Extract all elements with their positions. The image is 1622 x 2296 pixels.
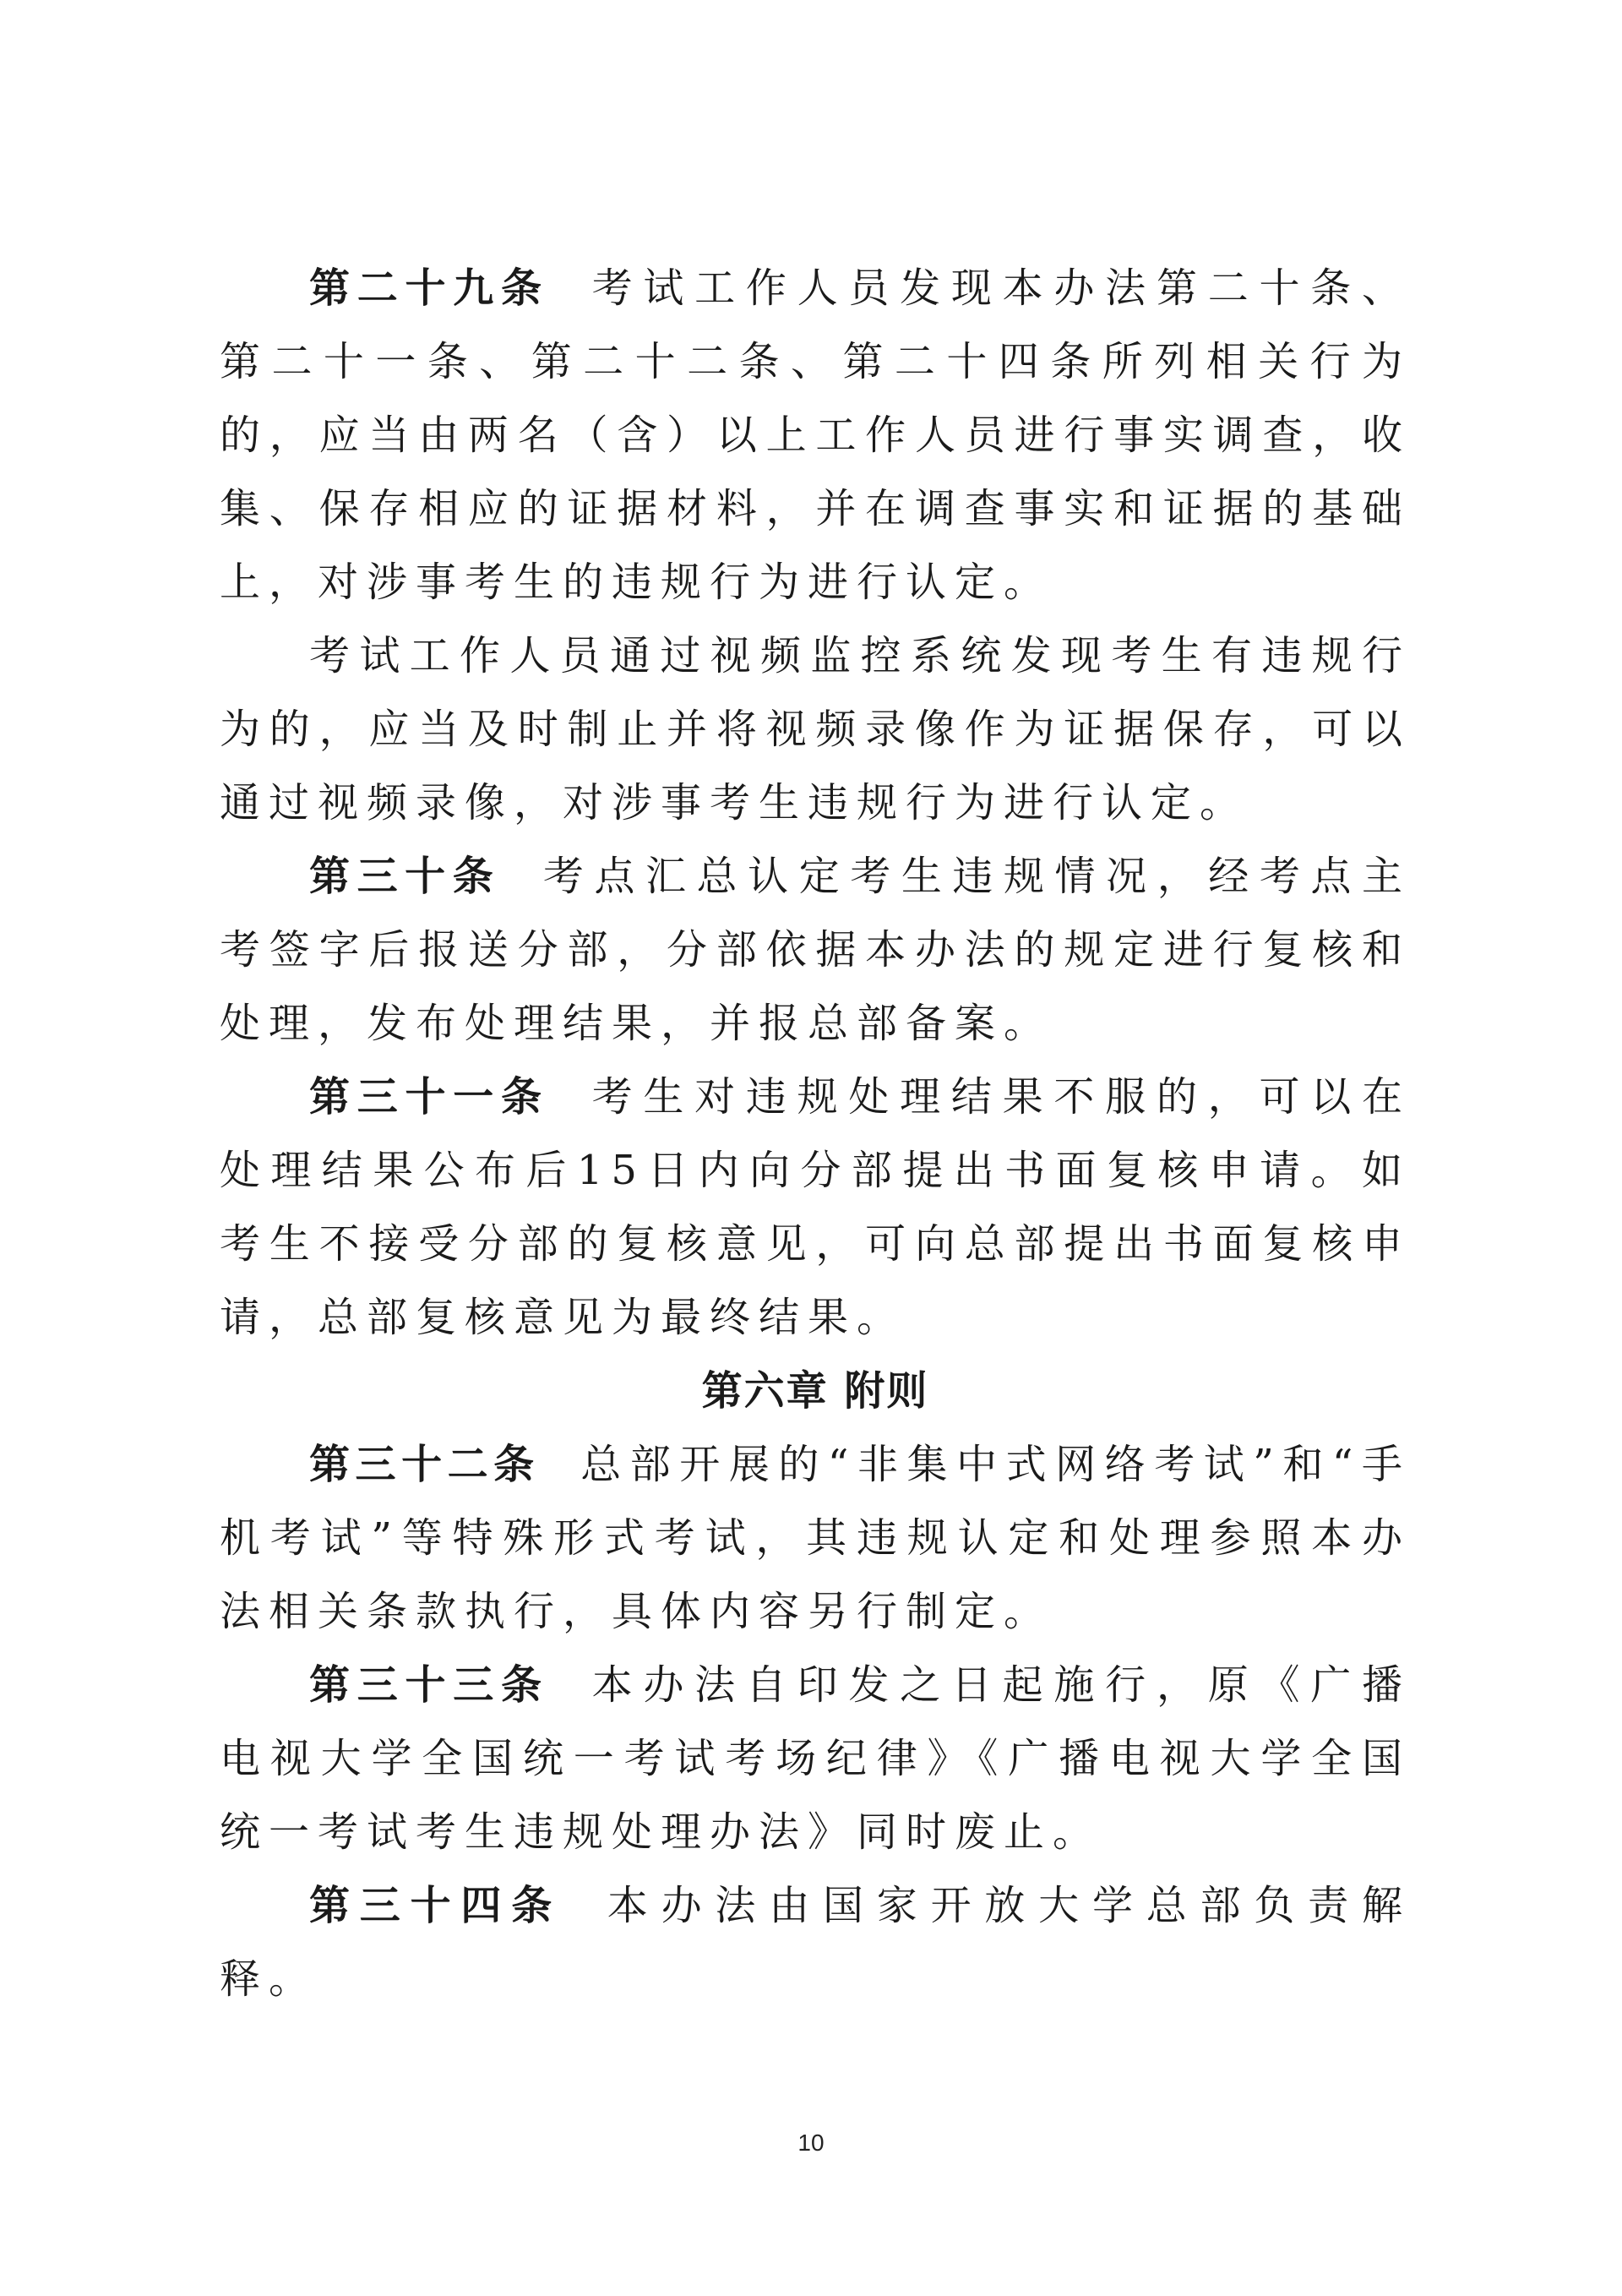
article-title: 第三十三条 — [309, 1661, 549, 1709]
page-number: 10 — [797, 2130, 825, 2156]
article-text: 考生对违规处理结果不服的，可以在处理结果公布后15日内向分部提出书面复核申请。如考生不接受分部的复核意见，可向总部提出书面复核申请，总部复核意见为最终结果。 — [220, 1073, 1411, 1341]
article-text: 考试工作人员发现本办法第二十条、第二十一条、第二十二条、第二十四条所列相关行为的，应当由两名（含）以上工作人员进行事实调查，收集、保存相应的证据材料，并在调查事实和证据的基础上，对涉事考生的违规行为进行认定。 — [220, 265, 1411, 606]
article-29 — [220, 252, 1411, 619]
document-body — [220, 252, 1411, 2016]
article-text: 考点汇总认定考生违规情况，经考点主考签字后报送分部，分部依据本办法的规定进行复核和处理，发布处理结果，并报总部备案。 — [220, 853, 1411, 1047]
article-text: 考试工作人员通过视频监控系统发现考生有违规行为的，应当及时制止并将视频录像作为证据保存，可以通过视频录像，对涉事考生违规行为进行认定。 — [220, 632, 1411, 826]
chapter-heading: 第六章 附则 — [701, 1367, 929, 1415]
article-34 — [220, 1869, 1411, 2016]
article-title: 第三十四条 — [309, 1882, 562, 1929]
article-31 — [220, 1061, 1411, 1355]
article-32 — [220, 1428, 1411, 1649]
article-text: 本办法由国家开放大学总部负责解释。 — [220, 1882, 1411, 2003]
article-title: 第三十一条 — [309, 1073, 549, 1121]
article-title: 第二十九条 — [309, 265, 549, 312]
article-30 — [220, 840, 1411, 1061]
article-title: 第三十二条 — [309, 1441, 540, 1488]
article-29-paragraph-2 — [220, 619, 1411, 840]
article-33 — [220, 1649, 1411, 1869]
article-text: 总部开展的“非集中式网络考试”和“手机考试”等特殊形式考试，其违规认定和处理参照本办法相关条款执行，具体内容另行制定。 — [220, 1441, 1411, 1635]
article-text: 本办法自印发之日起施行，原《广播电视大学全国统一考试考场纪律》《广播电视大学全国统一考试考生违规处理办法》同时废止。 — [220, 1661, 1411, 1856]
article-title: 第三十条 — [309, 853, 501, 900]
